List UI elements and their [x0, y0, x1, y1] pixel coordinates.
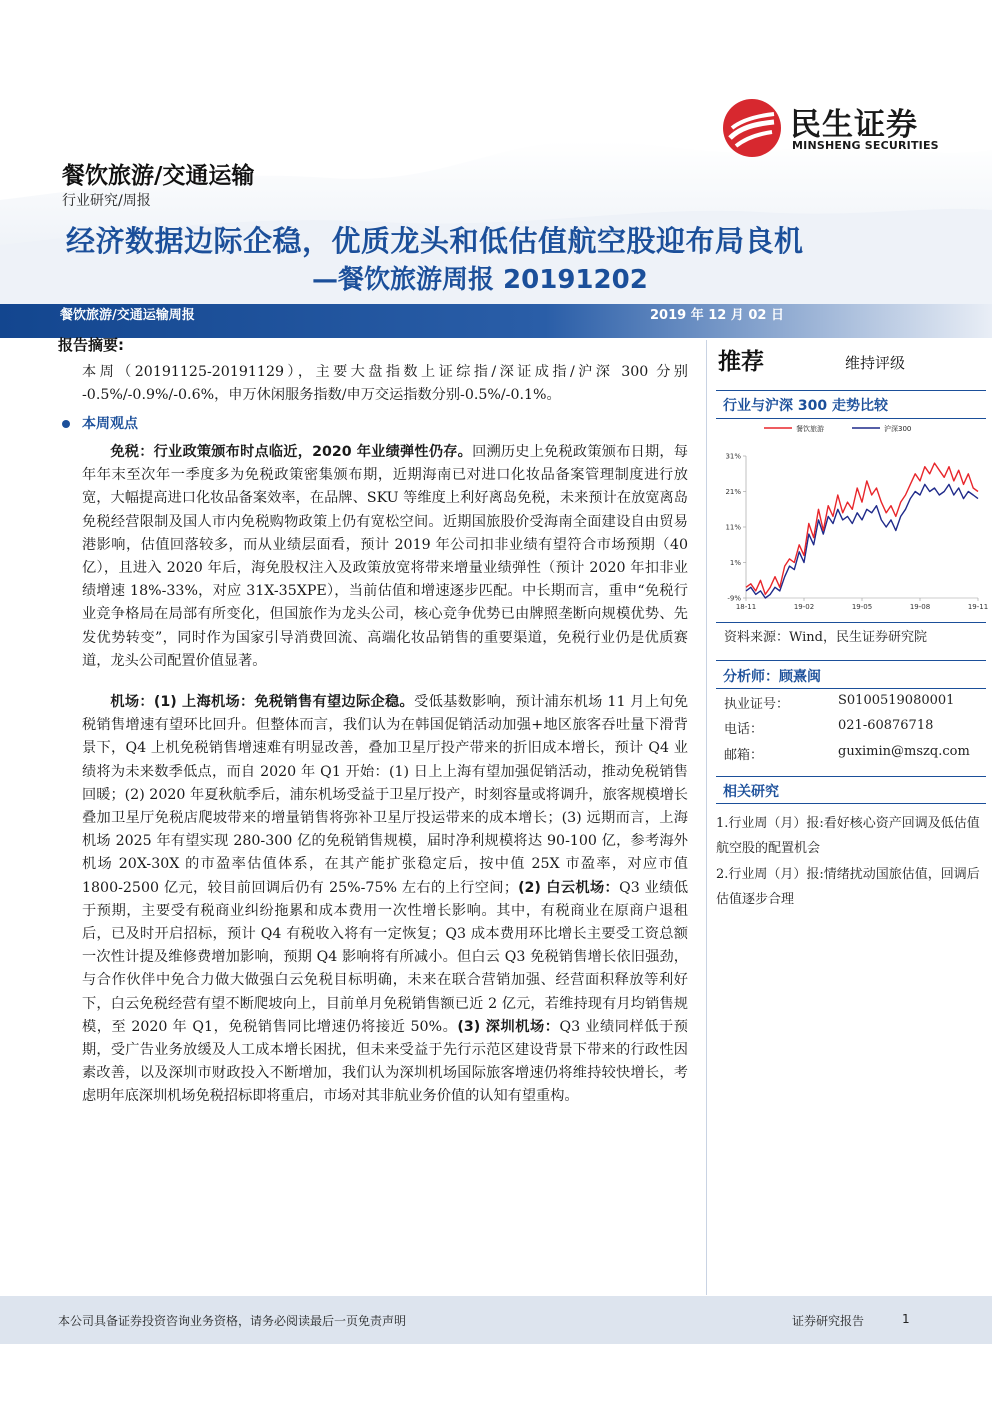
bullet-dot-icon [62, 420, 70, 428]
x-tick-label: 18-11 [735, 603, 757, 611]
email-label: 邮箱： [724, 748, 764, 763]
report-date: 2019 年 12 月 02 日 [650, 308, 784, 323]
report-title: 经济数据边际企稳，优质龙头和低估值航空股迎布局良机 [66, 224, 804, 258]
legend-label: 沪深300 [884, 425, 912, 433]
related-report-2[interactable]: 2.行业周（月）报:情绪扰动国旅估值，回调后估值逐步合理 [716, 867, 980, 907]
trend-chart [716, 420, 989, 620]
summary-intro: 本周（20191125-20191129），主要大盘指数上证综指/深证成指/沪深 300 分别 -0.5%/-0.9%/-0.6%，申万休闲服务指数/申万交运指数分别-0.5%/-0.1%。 [82, 364, 688, 404]
minsheng-logo-icon [722, 98, 782, 158]
page-number: 1 [902, 1312, 910, 1326]
band-left-text: 餐饮旅游/交通运输周报 [60, 308, 195, 323]
sector-title: 餐饮旅游/交通运输 [62, 163, 255, 189]
baiyun-lead: (2) 白云机场： [518, 879, 620, 896]
brand-name-cn: 民生证券 [790, 107, 918, 143]
sidebar-rule [716, 776, 986, 777]
sidebar-divider [706, 340, 707, 1295]
rating-note: 维持评级 [845, 354, 906, 372]
x-tick-label: 19-02 [793, 603, 815, 611]
chart-series [746, 463, 978, 598]
summary-heading: 报告摘要: [58, 336, 124, 354]
baiyun-airport-text: Q3 业绩低于预期，主要受有税商业纠纷拖累和成本费用一次性增长影响。其中，有税商业在原商户退租后，已及时开启招标，预计 Q4 有税收入将有一定恢复；Q3 成本费用环比增长主要受工资总额一次性计提及维修费增加影响，预期 Q4 影响将有所减小。但白云 Q3 免税销售增长依旧强劲，与合作伙伴中免合力做大做强白云免税目标明确，未来在联合营销加强、经营面积释放等利好下，白云免税经营有望不断爬坡向上，目前单月免税销售额已近 2 亿元，若维持现有月均销售规模，至 2020 年 Q1，免税销售同比增速仍将接近 50%。 [82, 879, 689, 1035]
chart-source: 资料来源：Wind，民生证券研究院 [724, 630, 927, 645]
series-line [746, 463, 978, 594]
footer-doc-type: 证券研究报告 [792, 1314, 865, 1328]
chart-y-axis [725, 453, 746, 603]
sidebar-rule [716, 688, 986, 689]
duty-free-text: 回溯历史上免税政策颁布日期，每年年末至次年一季度多为免税政策密集颁布期，近期海南已对进口化妆品备案管理制度进行放宽，大幅提高进口化妆品备案效率，在品牌、SKU 等维度上利好离岛免税，未来预计在放宽离岛免税经营限制及国人市内免税购物政策上仍有宽松空间。近期国旅股价受海南全面建设自由贸易港影响，估值回落较多，而从业绩层面看，预计 2019 年公司扣非业绩有望符合市场预期（40 亿），且进入 2020 年后，海免股权注入及政策放宽将带来增量业绩弹性（预计 2020 年扣非业绩增速 18%-33%，对应 31X-35XPE），当前估值和增速逐步匹配。中长期而言，重申“免税行业竞争格局在局部有所变化，但国旅作为龙头公司，核心竞争优势已由牌照垄断向规模优势、先发优势转变”，同时作为国家引导消费回流、高端化妆品销售的重要渠道，免税行业仍是优质赛道，龙头公司配置价值显著。 [82, 444, 688, 669]
shenzhen-airport-text: Q3 业绩同样低于预期，受广告业务放缓及人工成本增长困扰，但未来受益于先行示范区建设背景下带来的行政性因素改善，以及深圳市财政投入不断增加，我们认为深圳机场国际旅客增速仍将维持较快增长，考虑明年底深圳机场免税招标即将重启，市场对其非航业务价值的认知有望重构。 [82, 1018, 688, 1105]
sidebar-rule [716, 418, 986, 419]
email-link[interactable]: guximin@mszq.com [838, 744, 970, 759]
y-tick-label: 31% [725, 452, 741, 461]
sidebar-rule [716, 803, 986, 804]
viewpoint-heading: 本周观点 [82, 416, 138, 432]
y-tick-label: 11% [725, 523, 741, 532]
x-tick-label: 19-11 [967, 603, 989, 611]
chart-legend [764, 424, 911, 433]
related-heading: 相关研究 [723, 784, 779, 800]
x-tick-label: 19-08 [909, 603, 931, 611]
airport-paragraph [82, 691, 688, 1109]
phone-label: 电话： [724, 722, 764, 737]
chart-x-axis [736, 598, 988, 611]
shenzhen-lead: (3) 深圳机场： [457, 1018, 560, 1035]
sidebar-rule [716, 390, 986, 391]
cert-label: 执业证号： [724, 697, 790, 712]
y-tick-label: -9% [727, 594, 741, 603]
shanghai-airport-text: 受低基数影响，预计浦东机场 11 月上旬免税销售增速有望环比回升。但整体而言，我们认为在韩国促销活动加强+地区旅客吞吐量下滑背景下，Q4 上机免税销售增速难有明显改善，叠加卫星厅投产带来的折旧成本增长，预计 Q4 业绩将为未来数季低点，而自 2020 年 Q1 开始：(1) 日上上海有望加强促销活动，推动免税销售回暖；(2) 2020 年夏秋航季后，浦东机场受益于卫星厅投产，时刻容量或将调升，旅客规模增长叠加卫星厅免税店爬坡带来的增量销售将弥补卫星厅投运带来的成本增长；(3) 远期而言，上海机场 2025 年有望实现 280-300 亿的免税销售规模，届时净利规模将达 90-100 亿，参考海外机场 20X-30X 的市盈率估值体系，在其产能扩张稳定后，按中值 25X 市盈率，对应市值 1800-2500 亿元，较目前回调后仍有 25%-75% 左右的上行空间； [82, 694, 689, 896]
sidebar-rule [716, 660, 986, 661]
cert-value: S0100519080001 [838, 693, 955, 708]
duty-free-lead: 免税：行业政策颁布时点临近，2020 年业绩弹性仍存。 [110, 444, 473, 460]
related-report-1[interactable]: 1.行业周（月）报:看好核心资产回调及低估值航空股的配置机会 [716, 816, 980, 856]
chart-heading: 行业与沪深 300 走势比较 [723, 398, 888, 414]
report-subtitle: —餐饮旅游周报 20191202 [312, 265, 648, 295]
report-type: 行业研究/周报 [62, 193, 151, 209]
analyst-heading: 分析师：顾熹闽 [723, 669, 821, 685]
footer-disclaimer: 本公司具备证券投资咨询业务资格，请务必阅读最后一页免责声明 [58, 1314, 407, 1328]
legend-label: 餐饮旅游 [796, 425, 824, 433]
brand-name-en: MINSHENG SECURITIES [792, 139, 939, 152]
sidebar-rule [716, 622, 986, 623]
duty-free-paragraph [82, 441, 688, 673]
y-tick-label: 1% [729, 559, 741, 567]
y-tick-label: 21% [725, 488, 741, 496]
x-tick-label: 19-05 [851, 603, 873, 611]
rating: 推荐 [718, 349, 764, 375]
phone-value: 021-60876718 [838, 718, 934, 733]
airport-lead: 机场：(1) 上海机场：免税销售有望边际企稳。 [110, 694, 415, 710]
